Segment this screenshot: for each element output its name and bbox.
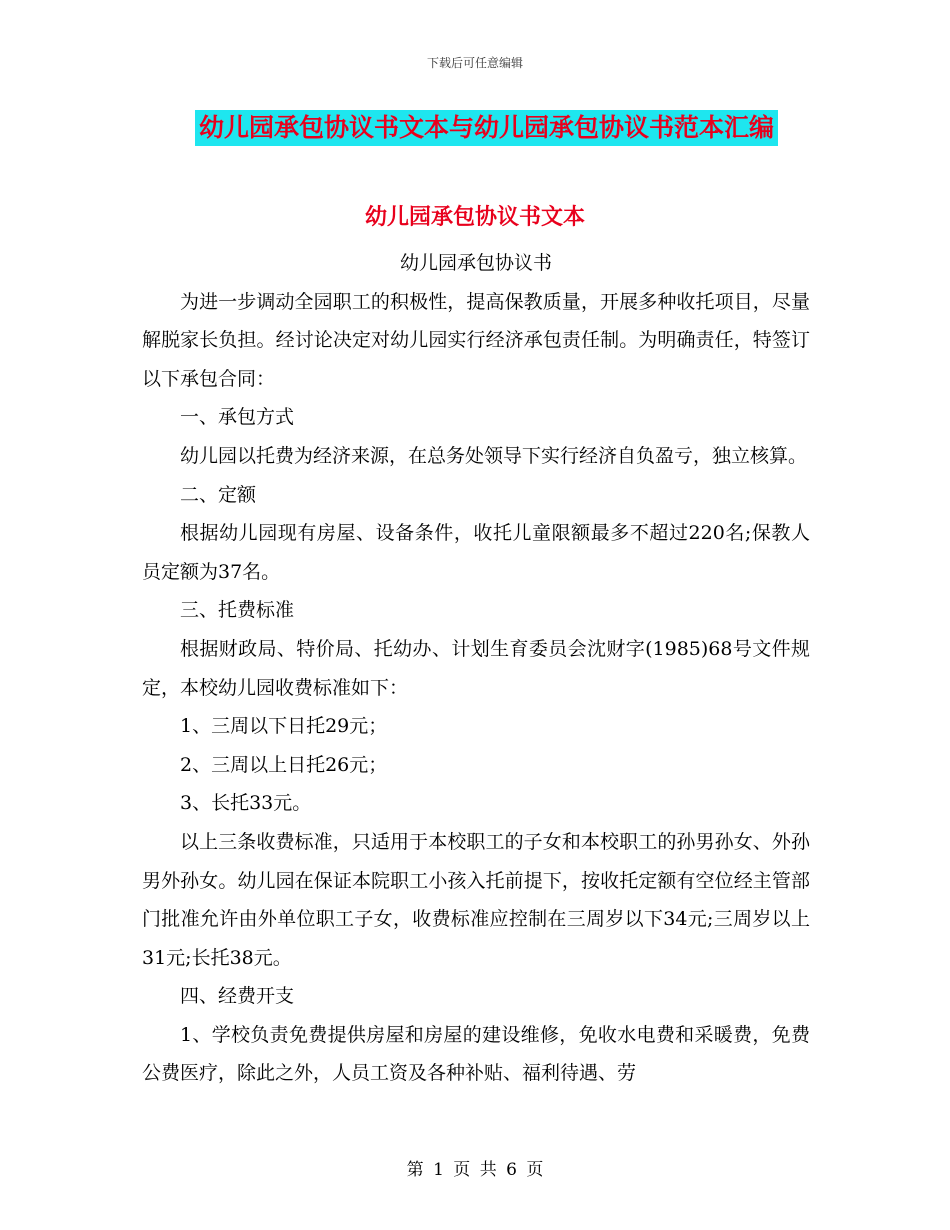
heading-expenses: 四、经费开支 bbox=[180, 985, 295, 1008]
list-item-fee-3: 3、长托33元。 bbox=[180, 792, 312, 815]
heading-quota: 二、定额 bbox=[180, 483, 257, 506]
page-footer: 第 1 页 共 6 页 bbox=[406, 1160, 544, 1180]
document-body bbox=[142, 244, 810, 1093]
heading-contract-method: 一、承包方式 bbox=[180, 406, 295, 429]
header-note: 下载后可任意编辑 bbox=[426, 56, 523, 70]
paragraph-contract-method: 幼儿园以托费为经济来源，在总务处领导下实行经济自负盈亏，独立核算。 bbox=[180, 444, 808, 467]
main-title-wrap bbox=[195, 110, 778, 146]
heading-fee-standard: 三、托费标准 bbox=[180, 599, 295, 622]
paragraph-expenses-1: 1、学校负责免费提供房屋和房屋的建设维修，免收水电费和采暖费，免费公费医疗，除此之外，人员工资及各种补贴、福利待遇、劳 bbox=[142, 1023, 810, 1085]
document-subtitle: 幼儿园承包协议书 bbox=[399, 252, 552, 274]
paragraph-quota: 根据幼儿园现有房屋、设备条件，收托儿童限额最多不超过220名;保教人员定额为37名。 bbox=[142, 522, 810, 583]
paragraph-fee-scope: 以上三条收费标准，只适用于本校职工的子女和本校职工的孙男孙女、外孙男外孙女。幼儿园在保证本院职工小孩入托前提下，按收托定额有空位经主管部门批准允许由外单位职工子女，收费标准应控制在三周岁以下34元;三周岁以上31元;长托38元。 bbox=[142, 830, 810, 969]
list-item-fee-2: 2、三周以上日托26元； bbox=[180, 753, 388, 776]
section-title: 幼儿园承包协议书文本 bbox=[364, 205, 585, 230]
list-item-fee-1: 1、三周以下日托29元； bbox=[180, 715, 388, 738]
paragraph-intro: 为进一步调动全园职工的积极性，提高保教质量，开展多种收托项目，尽量解脱家长负担。经讨论决定对幼儿园实行经济承包责任制。为明确责任，特签订以下承包合同： bbox=[142, 290, 810, 390]
main-title: 幼儿园承包协议书文本与幼儿园承包协议书范本汇编 bbox=[195, 110, 778, 146]
paragraph-fee-standard: 根据财政局、特价局、托幼办、计划生育委员会沈财字(1985)68号文件规定，本校幼儿园收费标准如下： bbox=[142, 637, 810, 699]
